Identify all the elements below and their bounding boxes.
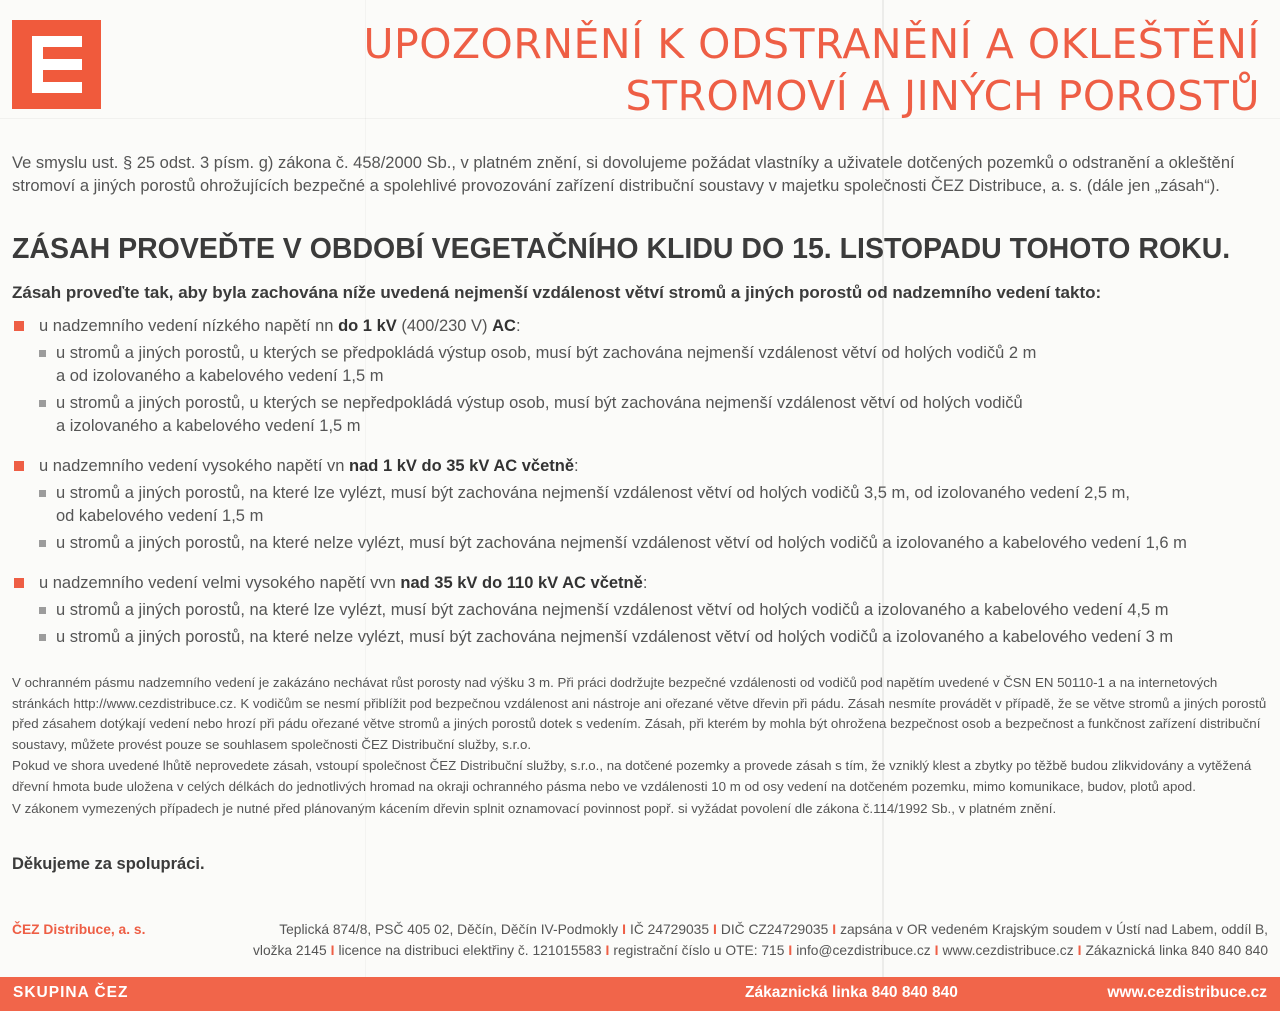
address-part: DIČ CZ24729035	[720, 922, 829, 937]
heading-bold: AC	[492, 317, 516, 335]
company-address	[168, 919, 1268, 961]
section-nn	[12, 315, 1272, 438]
item-text: u stromů a jiných porostů, na které nelze vylézt, musí být zachována nejmenší vzdálenost větví od holých vodičů a izolovaného a kabelového vedení 1,6 m	[56, 534, 1187, 552]
item-text: u stromů a jiných porostů, u kterých se předpokládá výstup osob, musí být zachována nejmenší vzdálenost větví od holých vodičů 2 m	[56, 344, 1037, 362]
separator: I	[622, 922, 627, 937]
item-text: a od izolovaného a kabelového vedení 1,5 m	[56, 367, 384, 385]
separator: I	[832, 922, 837, 937]
address-part: Teplická 874/8, PSČ 405 02, Děčín, Děčín IV-Podmokly	[279, 922, 619, 937]
address-part: Zákaznická linka 840 840 840	[1085, 943, 1268, 958]
square-bullet-icon	[14, 578, 24, 588]
fine-print	[12, 673, 1268, 821]
square-bullet-icon	[14, 461, 24, 471]
heading-bold: nad 35 kV do 110 kV AC včetně	[400, 574, 643, 592]
cez-logo-icon	[12, 20, 101, 109]
bottom-bar	[0, 977, 1280, 1011]
small-bullet-icon	[39, 540, 46, 547]
list-item	[12, 599, 1272, 622]
address-part: zapsána v OR vedeném Krajským soudem v Ústí nad Labem, oddíl B,	[840, 922, 1268, 937]
item-text: u stromů a jiných porostů, na které lze vylézt, musí být zachována nejmenší vzdálenost větví od holých vodičů 3,5 m, od izolovaného vedení 2,5 m,	[56, 484, 1130, 502]
distance-subheading: Zásah proveďte tak, aby byla zachována níže uvedená nejmenší vzdálenost větví stromů a jiných porostů od nadzemního vedení takto:	[12, 283, 1102, 302]
heading-text: u nadzemního vedení velmi vysokého napětí vvn	[39, 574, 401, 592]
separator: I	[605, 943, 610, 958]
intro-paragraph: Ve smyslu ust. § 25 odst. 3 písm. g) zákona č. 458/2000 Sb., v platném znění, si dovolujeme požádat vlastníky a uživatele dotčených pozemků o odstranění a okleštění stromoví a jiných porostů ohrožujících bezpečné a spolehlivé provozování zařízení distribuční soustavy v majetku společnosti ČEZ Distribuce, a. s. (dále jen „zásah“).	[12, 154, 1235, 195]
list-item	[12, 626, 1272, 649]
voltage-sections	[12, 315, 1272, 649]
email-link[interactable]: info@cezdistribuce.cz	[796, 943, 931, 958]
address-part: vložka 2145	[252, 943, 327, 958]
fine-paragraph: V ochranném pásmu nadzemního vedení je zakázáno nechávat růst porosty nad výšku 3 m. Při práci dodržujte bezpečné vzdálenosti od vodičů pod napětím uvedené v ČSN EN 50110-1 a na internetových stránkách http://www.cezdistribuce.cz. K vodičům se nesmí přiblížit pod bezpečnou vzdálenost ani nástroje ani ořezané větve dřevin při pádu. Zásah nesmíte provádět v případě, že se větve stromů a jiných porostů před zásahem dotýkají vedení nebo hrozí při pádu ořezané větve stromů a jiných porostů dotek s vedením. Zásah, při kterém by mohla být ohrožena bezpečnost osob a bezpečnost a funkčnost zařízení distribuční soustavy, můžete provést pouze se souhlasem společnosti ČEZ Distribuční služby, s.r.o.	[12, 675, 1267, 752]
separator: I	[713, 922, 717, 937]
company-name: ČEZ Distribuce, a. s.	[12, 922, 146, 937]
heading-text: :	[574, 457, 579, 475]
list-item	[12, 342, 1272, 388]
item-text: u stromů a jiných porostů, na které nelze vylézt, musí být zachována nejmenší vzdálenost větví od holých vodičů a izolovaného a kabelového vedení 3 m	[56, 628, 1174, 646]
heading-text: u nadzemního vedení nízkého napětí nn	[39, 317, 339, 335]
website-link[interactable]: www.cezdistribuce.cz	[942, 943, 1074, 958]
group-name: SKUPINA ČEZ	[13, 984, 129, 1001]
heading-text: :	[515, 317, 521, 335]
hotline-text: Zákaznická linka 840 840 840	[745, 984, 958, 1001]
item-text: a izolovaného a kabelového vedení 1,5 m	[56, 417, 361, 435]
small-bullet-icon	[39, 634, 46, 641]
separator: I	[330, 943, 335, 958]
list-item	[12, 392, 1272, 438]
small-bullet-icon	[39, 400, 46, 407]
item-text: u stromů a jiných porostů, u kterých se nepředpokládá výstup osob, musí být zachována nejmenší vzdálenost větví od holých vodičů	[56, 394, 1023, 412]
section-heading	[12, 572, 1272, 595]
website-link[interactable]: www.cezdistribuce.cz	[1107, 984, 1267, 1001]
square-bullet-icon	[14, 321, 24, 331]
page-title	[363, 18, 1260, 122]
heading-bold: nad 1 kV do 35 kV AC včetně	[349, 457, 575, 475]
thanks-text: Děkujeme za spolupráci.	[12, 855, 205, 873]
title-line: STROMOVÍ A JINÝCH POROSTŮ	[625, 72, 1260, 120]
section-vn	[12, 455, 1272, 555]
separator: I	[1077, 943, 1082, 958]
small-bullet-icon	[39, 350, 46, 357]
heading-text: :	[642, 574, 648, 592]
section-heading	[12, 315, 1272, 338]
item-text: u stromů a jiných porostů, na které lze vylézt, musí být zachována nejmenší vzdálenost větví od holých vodičů a izolovaného a kabelového vedení 4,5 m	[56, 601, 1169, 619]
address-part: IČ 24729035	[630, 922, 710, 937]
deadline-heading: ZÁSAH PROVEĎTE V OBDOBÍ VEGETAČNÍHO KLIDU DO 15. LISTOPADU TOHOTO ROKU.	[12, 233, 1231, 265]
fine-paragraph: Pokud ve shora uvedené lhůtě neprovedete zásah, vstoupí společnost ČEZ Distribuční služby, s.r.o., na dotčené pozemky a provede zásah s tím, že vzniklý klest a zbytky po těžbě budou zlikvidovány a vytěžená dřevní hmota bude uložena v celých délkách do jednotlivých hromad na okraji ochranného pásma nebo ve vzdálenosti 10 m od osy vedení na dotčeném pozemku, mimo komunikace, budov, plotů apod.	[12, 758, 1252, 794]
small-bullet-icon	[39, 490, 46, 497]
title-line: UPOZORNĚNÍ K ODSTRANĚNÍ A OKLEŠTĚNÍ	[363, 20, 1260, 68]
heading-text: (400/230 V)	[396, 317, 493, 335]
heading-bold: do 1 kV	[338, 317, 397, 335]
address-part: licence na distribuci elektřiny č. 121015583	[338, 943, 602, 958]
list-item	[12, 482, 1272, 528]
small-bullet-icon	[39, 607, 46, 614]
section-heading	[12, 455, 1272, 478]
address-part: registrační číslo u OTE: 715	[613, 943, 785, 958]
list-item	[12, 532, 1272, 555]
separator: I	[788, 943, 793, 958]
fine-paragraph: V zákonem vymezených případech je nutné před plánovaným kácením dřevin splnit oznamovací povinnost popř. si vyžádat povolení dle zákona č.114/1992 Sb., v platném znění.	[12, 801, 1057, 816]
item-text: od kabelového vedení 1,5 m	[56, 507, 264, 525]
separator: I	[934, 943, 939, 958]
section-vvn	[12, 572, 1272, 649]
heading-text: u nadzemního vedení vysokého napětí vn	[39, 457, 350, 475]
